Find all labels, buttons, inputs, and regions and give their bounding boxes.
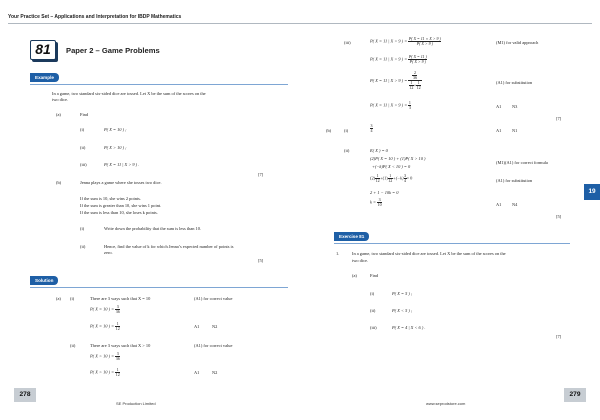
chapter-title: Paper 2 – Game Problems [66, 46, 160, 55]
r-line-3-note: (A1) for substitution [496, 80, 533, 85]
denominator: 12 [115, 326, 120, 331]
r-bi-label: (i) [344, 128, 349, 133]
fraction [413, 80, 421, 90]
fraction [408, 37, 441, 46]
fraction [370, 124, 373, 133]
page-number-right: 279 [564, 388, 586, 402]
ex-q1-a-label: (a) [352, 273, 357, 278]
ex-q1-line-1: In a game, two standard six-sided dice are tossed. Let X be the sum of the scores on the [352, 251, 506, 256]
r-marks-7: [7] [556, 116, 562, 121]
r-bi-a1: A1 [496, 128, 502, 133]
eq-lhs: P( X = 11 | X > 9 ) = [370, 77, 408, 83]
eq-lhs: P( X = 11 | X > 9 ) = [370, 38, 408, 44]
part-a-label: (a) [56, 112, 61, 117]
numerator: P( X = 11 ) [408, 54, 427, 59]
example-rule [30, 84, 288, 85]
fraction [115, 368, 120, 377]
r-line-4 [370, 101, 411, 110]
ex-q1-i-text: P( X = 5 ) ; [392, 291, 413, 296]
numerator: 3 [370, 123, 373, 128]
part-b-ii-text-1: Hence, find the value of k for which Jenna’s expected number of points is [104, 244, 234, 249]
solution-rule [30, 287, 288, 288]
ex-q1-find: Find [370, 273, 379, 278]
part-a-iii-label: (iii) [80, 162, 87, 167]
example-intro-line-1: In a game, two standard six-sided dice are tossed. Let X be the sum of the scores on the [52, 91, 206, 96]
fraction [408, 55, 427, 64]
solution-eq-4 [90, 368, 120, 377]
r-e4 [370, 174, 412, 183]
numerator: P( X = 11 ∩ X > 9 ) [408, 36, 441, 41]
fraction [377, 198, 382, 207]
solution-eq-2 [90, 322, 120, 331]
numerator: 1 [410, 80, 413, 85]
plus-sign: + [413, 82, 417, 88]
solution-ii-line: There are 3 ways such that X > 10 [90, 343, 151, 348]
ex-q1-iii-text: P( X = 4 | X < 6 ) . [392, 325, 426, 330]
denominator: 12 [375, 178, 380, 183]
eq-lhs: P( X > 10 ) = [90, 369, 115, 375]
solution-eq-3 [90, 352, 120, 361]
running-header: Your Practice Set – Applications and Interpretation for IBDP Mathematics [8, 14, 182, 20]
ex-q1-marks: [7] [556, 334, 562, 339]
solution-ii-note: (A1) for correct value [194, 343, 233, 348]
ex-q1-ii-text: P( X < 5 ) ; [392, 308, 413, 313]
ex-q1-ii-label: (ii) [370, 308, 376, 313]
r-e3: +(−k)P( X < 10 ) = 0 [372, 164, 411, 169]
denominator: 36 [115, 309, 120, 314]
part-a-ii-label: (ii) [80, 145, 86, 150]
footer-right: www.seprodstore.com [426, 401, 466, 406]
example-intro-line-2: two dice. [52, 97, 69, 102]
rule-line-1: If the sum is 10, she wins 2 points. [80, 196, 141, 201]
eq-lhs: P( X = 11 | X > 9 ) = [370, 56, 408, 62]
rule-line-3: If the sum is less than 10, she loses k points. [80, 210, 158, 215]
part-b-ii-text-2: zero. [104, 250, 113, 255]
numerator: 2 [413, 70, 416, 75]
exercise-rule [334, 243, 570, 244]
compound-fraction [408, 71, 421, 90]
eq-lhs: P( X = 11 | X > 9 ) = [370, 102, 408, 108]
denominator: 12 [409, 85, 414, 90]
eq-lhs: P( X = 10 ) = [90, 306, 115, 312]
ex-q1-line-2: two dice. [352, 258, 369, 263]
eq-lhs: P( X > 10 ) = [90, 353, 115, 359]
ex-q1-number: 1. [336, 251, 340, 256]
r-line-2 [370, 55, 427, 64]
term: (2) [370, 175, 376, 181]
solution-a1-mark: A1 [194, 324, 200, 329]
denominator: 10 [377, 202, 382, 207]
chapter-number-badge: 81 [30, 40, 56, 60]
header-rule [8, 23, 592, 24]
r-e2: (2)P( X = 10 ) + (1)P( X > 10 ) [370, 156, 426, 161]
numerator: 1 [376, 173, 379, 178]
denominator: 12 [115, 372, 120, 377]
denominator: 36 [115, 356, 120, 361]
r-e5: 2 + 1 − 10k = 0 [370, 190, 399, 195]
fraction [115, 352, 120, 361]
eq-lhs: P( X = 10 ) = [90, 323, 115, 329]
eq-lhs: k = [370, 199, 377, 205]
part-a-ii-text: P( X > 10 ) ; [104, 145, 127, 150]
part-b-i-label: (i) [80, 226, 85, 231]
fraction [408, 101, 411, 110]
denominator: P( X > 9 ) [416, 41, 433, 46]
solution-label: Solution [30, 276, 58, 285]
page-number-left: 278 [14, 388, 36, 402]
denominator: P( X > 9 ) [409, 59, 426, 64]
solution-n2-mark: N2 [212, 324, 218, 329]
r-e4-note: (A1) for substitution [496, 178, 533, 183]
part-b-i-text: Write down the probability that the sum is less than 10. [104, 226, 202, 231]
r-line-1-note: (M1) for valid approach [496, 40, 539, 45]
part-a-i-label: (i) [80, 127, 85, 132]
footer-left: SE Production Limited [116, 401, 156, 406]
ex-q1-iii-label: (iii) [370, 325, 377, 330]
denominator: 4 [404, 178, 407, 183]
denominator: 36 [412, 75, 417, 80]
term: +(−k) [392, 175, 404, 181]
r-b-label: (b) [326, 128, 332, 133]
r-line-1 [370, 37, 441, 46]
numerator: 1 [389, 173, 392, 178]
denominator: 12 [416, 85, 421, 90]
solution-n2-mark-2: N2 [212, 370, 218, 375]
part-a-i-text: P( X = 10 ) ; [104, 127, 127, 132]
r-bi-answer [370, 124, 373, 133]
fraction [412, 71, 417, 80]
term: +(1) [380, 175, 388, 181]
r-bii-label: (ii) [344, 148, 350, 153]
denominator [408, 81, 421, 90]
solution-a1-mark-2: A1 [194, 370, 200, 375]
numerator: 3 [116, 304, 119, 309]
term: = 0 [406, 175, 413, 181]
example-label: Example [30, 73, 59, 82]
denominator: 4 [370, 128, 373, 133]
fraction [115, 322, 120, 331]
r-line-3 [370, 71, 422, 90]
numerator: 1 [417, 80, 420, 85]
r-e6-a1: A1 [496, 202, 502, 207]
numerator: 1 [116, 367, 119, 372]
part-b-ii-label: (ii) [80, 244, 86, 249]
numerator: 3 [116, 351, 119, 356]
denominator: 12 [388, 178, 393, 183]
numerator: 3 [378, 197, 381, 202]
numerator: 1 [408, 100, 411, 105]
part-b-marks: [5] [258, 258, 264, 263]
r-e6-n4: N4 [512, 202, 518, 207]
r-line-4-a1: A1 [496, 104, 502, 109]
solution-i-label: (i) [70, 296, 75, 301]
solution-i-note: (A1) for correct value [194, 296, 233, 301]
r-e1: E( X ) = 0 [370, 148, 388, 153]
exercise-label: Exercise 81 [334, 232, 369, 241]
r-marks-5: [5] [556, 214, 562, 219]
chapter-tab: 19 [584, 184, 600, 200]
part-b-label: (b) [56, 180, 62, 185]
solution-ii-label: (ii) [70, 343, 76, 348]
part-a-iii-text: P( X = 11 | X > 9 ) . [104, 162, 140, 167]
r-iii-label: (iii) [344, 40, 351, 45]
part-a-marks: [7] [258, 172, 264, 177]
solution-i-line: There are 3 ways such that X = 10 [90, 296, 151, 301]
solution-eq-1 [90, 305, 120, 314]
r-e6 [370, 198, 382, 207]
r-e2-note: (M1)(A1) for correct formula [496, 160, 548, 165]
part-b-intro: Jenna plays a game where she tosses two dice. [80, 180, 162, 185]
r-line-4-n3: N3 [512, 104, 518, 109]
find-text: Find [80, 112, 89, 117]
denominator: 3 [408, 105, 411, 110]
ex-q1-i-label: (i) [370, 291, 375, 296]
r-bi-n1: N1 [512, 128, 518, 133]
fraction [115, 305, 120, 314]
solution-part-a-label: (a) [56, 296, 61, 301]
numerator: 3 [404, 173, 407, 178]
rule-line-2: If the sum is greater than 10, she wins 1 point. [80, 203, 162, 208]
numerator: 1 [116, 321, 119, 326]
